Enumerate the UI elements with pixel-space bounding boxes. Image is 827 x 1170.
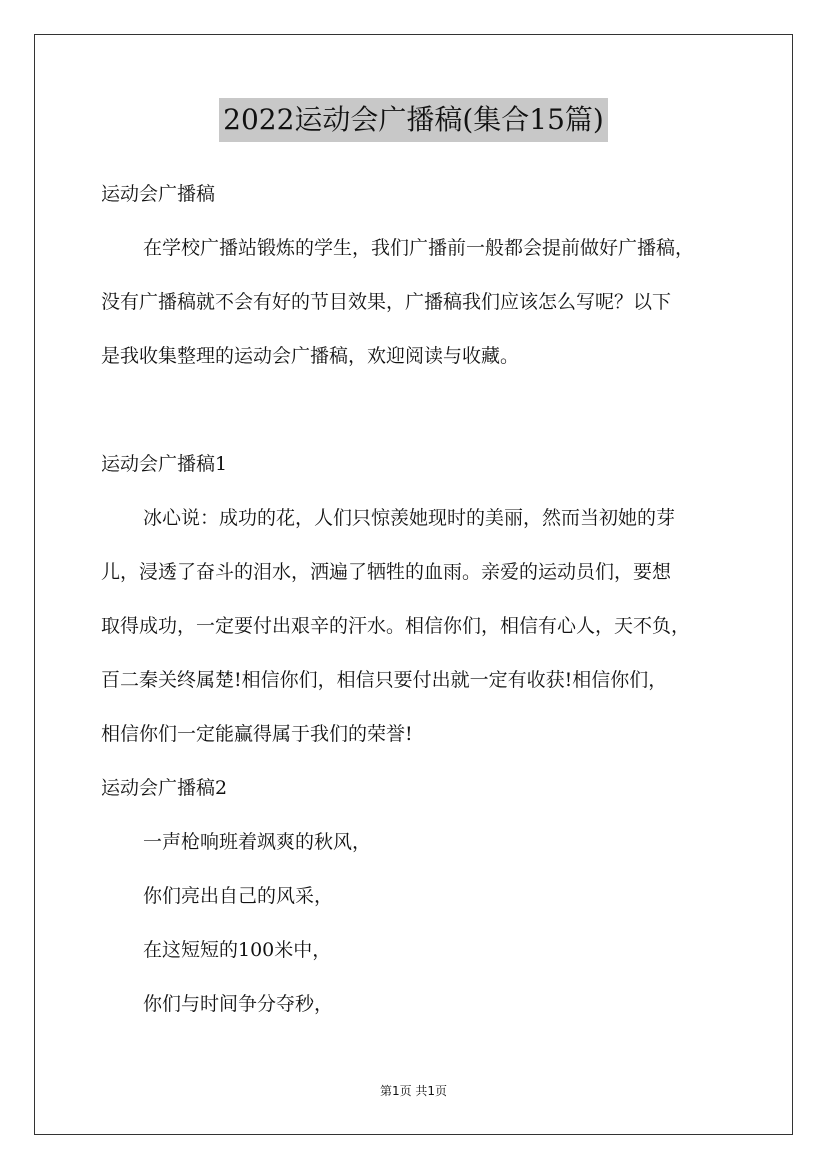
section-1-line-3: 取得成功，一定要付出艰辛的汗水。相信你们，相信有心人，天不负， bbox=[101, 615, 691, 637]
section-1-line-5: 相信你们一定能赢得属于我们的荣誉! bbox=[101, 723, 413, 745]
section-1-heading: 运动会广播稿1 bbox=[101, 453, 228, 475]
intro-line-1: 在学校广播站锻炼的学生，我们广播前一般都会提前做好广播稿， bbox=[143, 237, 695, 259]
intro-line-2: 没有广播稿就不会有好的节目效果，广播稿我们应该怎么写呢？以下 bbox=[101, 291, 672, 313]
intro-heading: 运动会广播稿 bbox=[101, 183, 216, 205]
section-2-line-3: 在这短短的100米中， bbox=[143, 939, 332, 961]
section-1-line-2: 儿，浸透了奋斗的泪水，洒遍了牺牲的血雨。亲爱的运动员们，要想 bbox=[101, 561, 672, 583]
section-2-line-1: 一声枪响班着飒爽的秋风， bbox=[143, 831, 372, 853]
section-1-line-1: 冰心说：成功的花，人们只惊羡她现时的美丽，然而当初她的芽 bbox=[143, 507, 676, 529]
section-1-line-4: 百二秦关终属楚!相信你们，相信只要付出就一定有收获!相信你们， bbox=[101, 669, 668, 691]
title-container bbox=[0, 98, 827, 142]
section-2-heading: 运动会广播稿2 bbox=[101, 777, 228, 799]
section-2-line-2: 你们亮出自己的风采， bbox=[143, 885, 334, 907]
document-title: 2022运动会广播稿(集合15篇) bbox=[219, 98, 608, 142]
page-footer: 第1页 共1页 bbox=[379, 1084, 448, 1098]
section-2-line-4: 你们与时间争分夺秒， bbox=[143, 993, 334, 1015]
intro-line-3: 是我收集整理的运动会广播稿，欢迎阅读与收藏。 bbox=[101, 345, 520, 367]
